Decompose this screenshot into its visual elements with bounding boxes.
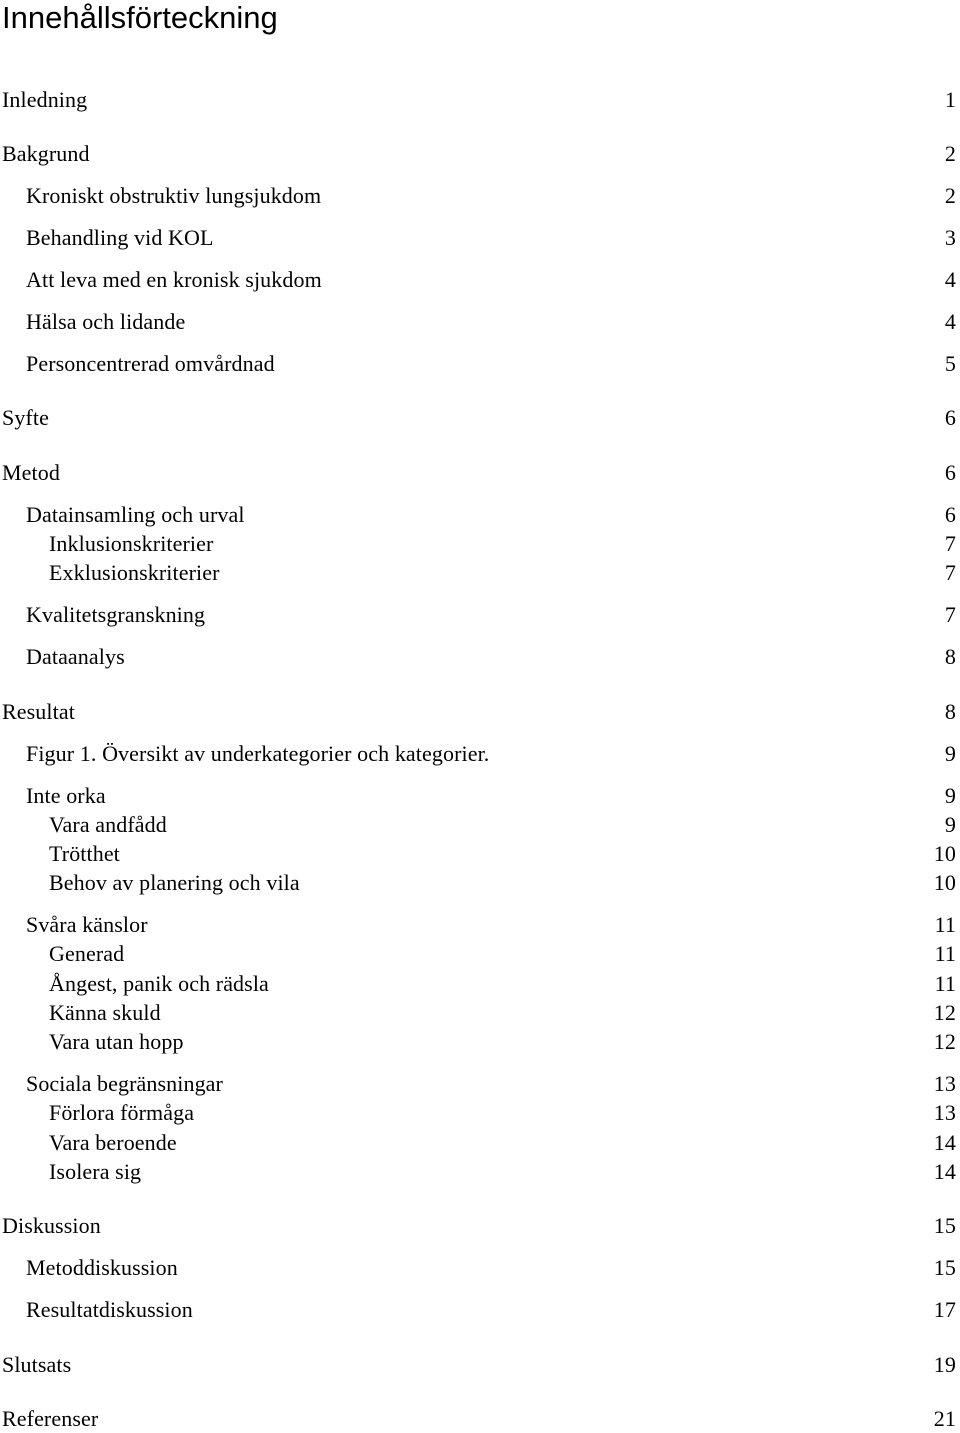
toc-entry-label: Bakgrund: [2, 141, 90, 166]
toc-entry-generad[interactable]: [49, 940, 956, 968]
toc-entry-label: Figur 1. Översikt av underkategorier och kategorier.: [26, 741, 490, 766]
toc-entry-sociala-begransningar[interactable]: [26, 1070, 956, 1098]
toc-entry-label: Inte orka: [26, 783, 106, 808]
toc-entry-page: 6: [944, 405, 956, 430]
toc-entry-trotthet[interactable]: [49, 840, 956, 868]
toc-entry-page: 17: [933, 1297, 956, 1322]
toc-entry-page: 15: [933, 1213, 956, 1238]
toc-entry-exklusionskriterier[interactable]: [49, 559, 956, 587]
toc-entry-behandling-vid-kol[interactable]: [26, 224, 956, 252]
toc-entry-label: Känna skuld: [49, 1000, 161, 1025]
toc-entry-page: 1: [944, 87, 956, 112]
toc-entry-page: 5: [944, 351, 956, 376]
toc-entry-page: 12: [933, 1000, 956, 1025]
toc-entry-referenser[interactable]: [2, 1405, 956, 1433]
toc-entry-kroniskt-obstruktiv-lungsjukdom[interactable]: [26, 182, 956, 210]
toc-entry-inledning[interactable]: [2, 86, 956, 114]
toc-entry-page: 13: [933, 1100, 956, 1125]
toc-entry-label: Resultat: [2, 699, 75, 724]
toc-entry-inklusionskriterier[interactable]: [49, 530, 956, 558]
toc-entry-label: Isolera sig: [49, 1159, 142, 1184]
toc-title: Innehållsförteckning: [2, 0, 278, 35]
toc-entry-label: Trötthet: [49, 841, 120, 866]
toc-entry-label: Behandling vid KOL: [26, 225, 214, 250]
toc-entry-page: 9: [944, 741, 956, 766]
toc-entry-page: 13: [933, 1071, 956, 1096]
toc-entry-page: 7: [944, 602, 956, 627]
toc-entry-bakgrund[interactable]: [2, 140, 956, 168]
toc-entry-isolera-sig[interactable]: [49, 1158, 956, 1186]
toc-entry-page: 8: [944, 699, 956, 724]
toc-entry-label: Datainsamling och urval: [26, 502, 245, 527]
toc-entry-page: 4: [944, 309, 956, 334]
toc-entry-page: 10: [933, 870, 956, 895]
toc-entry-figur-1[interactable]: [26, 740, 956, 768]
toc-entry-page: 9: [944, 783, 956, 808]
toc-entry-svara-kanslor[interactable]: [26, 911, 956, 939]
toc-entry-label: Metod: [2, 460, 60, 485]
toc-entry-page: 7: [944, 531, 956, 556]
toc-entry-label: Resultatdiskussion: [26, 1297, 193, 1322]
toc-entry-att-leva-med-kronisk-sjukdom[interactable]: [26, 266, 956, 294]
toc-entry-personcentrerad-omvardnad[interactable]: [26, 350, 956, 378]
toc-entry-inte-orka[interactable]: [26, 782, 956, 810]
toc-entry-label: Att leva med en kronisk sjukdom: [26, 267, 322, 292]
toc-entry-label: Generad: [49, 941, 125, 966]
toc-entry-page: 2: [944, 141, 956, 166]
toc-entry-label: Referenser: [2, 1406, 99, 1431]
toc-entry-page: 11: [934, 971, 956, 996]
toc-entry-angest-panik-och-radsla[interactable]: [49, 970, 956, 998]
toc-entry-metod[interactable]: [2, 459, 956, 487]
toc-entry-page: 19: [933, 1352, 956, 1377]
toc-entry-vara-beroende[interactable]: [49, 1129, 956, 1157]
toc-entry-dataanalys[interactable]: [26, 643, 956, 671]
toc-entry-page: 9: [944, 812, 956, 837]
toc-entry-page: 8: [944, 644, 956, 669]
toc-entry-label: Personcentrerad omvårdnad: [26, 351, 275, 376]
toc-entry-page: 21: [933, 1406, 956, 1431]
toc-entry-page: 10: [933, 841, 956, 866]
toc-entry-syfte[interactable]: [2, 404, 956, 432]
toc-entry-label: Inklusionskriterier: [49, 531, 214, 556]
toc-entry-label: Förlora förmåga: [49, 1100, 195, 1125]
toc-entry-page: 6: [944, 460, 956, 485]
toc-entry-resultatdiskussion[interactable]: [26, 1296, 956, 1324]
toc-entry-page: 3: [944, 225, 956, 250]
toc-entry-page: 14: [933, 1130, 956, 1155]
toc-entry-label: Exklusionskriterier: [49, 560, 220, 585]
toc-entry-page: 11: [934, 941, 956, 966]
toc-entry-page: 7: [944, 560, 956, 585]
toc-entry-label: Behov av planering och vila: [49, 870, 300, 895]
toc-entry-label: Diskussion: [2, 1213, 101, 1238]
toc-entry-vara-andfadd[interactable]: [49, 811, 956, 839]
toc-entry-page: 4: [944, 267, 956, 292]
toc-entry-label: Hälsa och lidande: [26, 309, 186, 334]
toc-entry-kvalitetsgranskning[interactable]: [26, 601, 956, 629]
toc-entry-label: Vara beroende: [49, 1130, 177, 1155]
toc-entry-label: Svåra känslor: [26, 912, 148, 937]
toc-entry-page: 12: [933, 1029, 956, 1054]
toc-entry-vara-utan-hopp[interactable]: [49, 1028, 956, 1056]
toc-entry-label: Kroniskt obstruktiv lungsjukdom: [26, 183, 322, 208]
toc-entry-label: Vara andfådd: [49, 812, 167, 837]
toc-entry-datainsamling-och-urval[interactable]: [26, 501, 956, 529]
toc-entry-label: Kvalitetsgranskning: [26, 602, 206, 627]
toc-entry-label: Syfte: [2, 405, 49, 430]
toc-entry-forlora-formaga[interactable]: [49, 1099, 956, 1127]
toc-entry-label: Inledning: [2, 87, 88, 112]
toc-entry-slutsats[interactable]: [2, 1351, 956, 1379]
toc-entry-page: 15: [933, 1255, 956, 1280]
toc-entry-kanna-skuld[interactable]: [49, 999, 956, 1027]
toc-entry-diskussion[interactable]: [2, 1212, 956, 1240]
toc-entry-label: Sociala begränsningar: [26, 1071, 223, 1096]
toc-entry-label: Vara utan hopp: [49, 1029, 184, 1054]
toc-entry-label: Metoddiskussion: [26, 1255, 178, 1280]
toc-entry-halsa-och-lidande[interactable]: [26, 308, 956, 336]
toc-entry-page: 11: [934, 912, 956, 937]
toc-entry-label: Dataanalys: [26, 644, 125, 669]
toc-entry-label: Ångest, panik och rädsla: [49, 971, 269, 996]
toc-entry-behov-av-planering-och-vila[interactable]: [49, 869, 956, 897]
toc-entry-page: 2: [944, 183, 956, 208]
toc-entry-label: Slutsats: [2, 1352, 72, 1377]
toc-entry-metoddiskussion[interactable]: [26, 1254, 956, 1282]
toc-entry-page: 14: [933, 1159, 956, 1184]
toc-entry-resultat[interactable]: [2, 698, 956, 726]
toc-entry-page: 6: [944, 502, 956, 527]
